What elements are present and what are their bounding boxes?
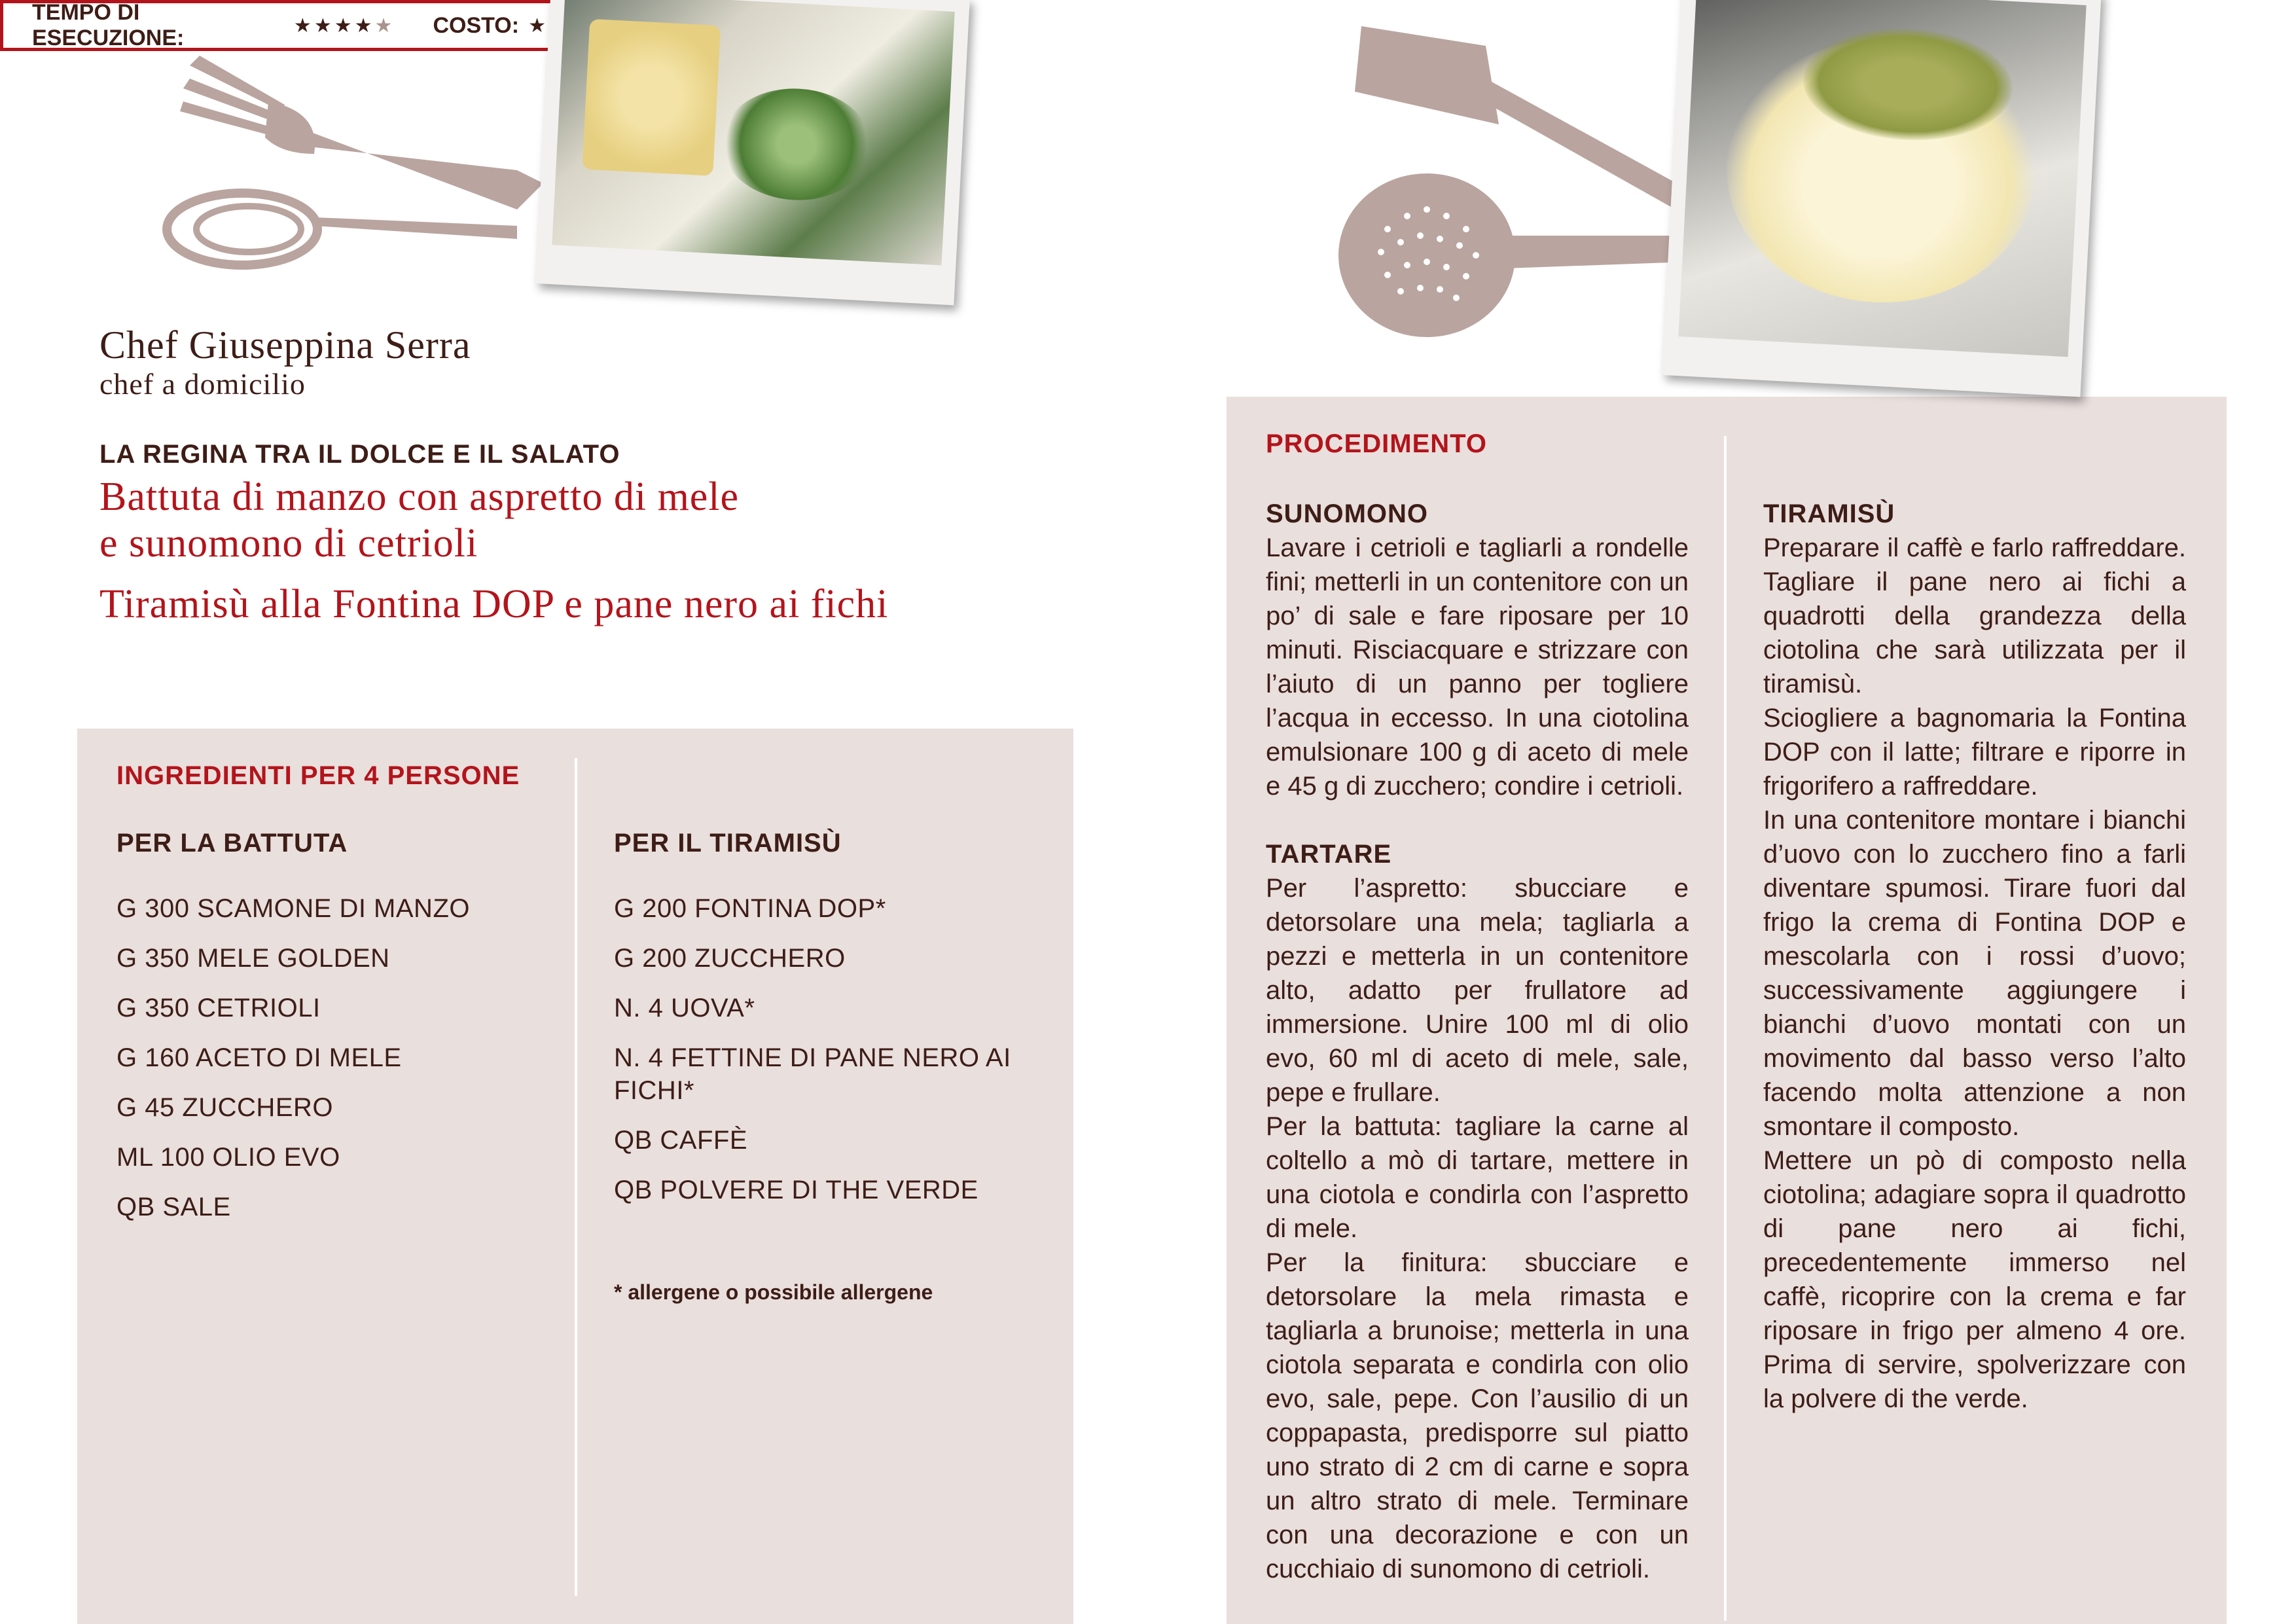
procedure-paragraph: Preparare il caffè e farlo raffreddare. Tagliare il pane nero ai fichi a quadrotti della grandezza della ciotolina che sarà utilizzata per il tiramisù. — [1763, 533, 2186, 698]
procedure-paragraph: Per la battuta: tagliare la carne al coltello a mò di tartare, mettere in una ciotola e condirla con l’aspretto di mele. — [1266, 1112, 1689, 1243]
ingredient-item: G 200 FONTINA DOP* — [614, 894, 886, 923]
rating-stars — [294, 14, 395, 37]
tiramisu-ingredients-heading: PER IL TIRAMISÙ — [614, 829, 842, 857]
ingredient-item: G 45 ZUCCHERO — [117, 1093, 333, 1122]
photo-image — [552, 0, 954, 265]
rating-label: COSTO: — [433, 12, 520, 38]
sunomono-text — [1266, 531, 1689, 803]
spatula-and-skimmer-icon — [1335, 20, 1702, 347]
ingredient-item: QB POLVERE DI THE VERDE — [614, 1176, 978, 1204]
tartare-heading: TARTARE — [1266, 840, 1392, 869]
allergen-note: * allergene o possibile allergene — [614, 1280, 933, 1304]
dish-photo-tartare — [535, 0, 970, 305]
ingredient-item: G 300 SCAMONE DI MANZO — [117, 894, 470, 923]
procedure-paragraph: In una contenitore montare i bianchi d’uovo con lo zucchero fino a farli diventare spumosi. Tirare fuori dal frigo la crema di Fontina DOP e mescolarla con i rossi d’uovo; successivamente aggiungere i bianchi d’uovo montati con un movimento dal basso verso l’alto facendo molta attenzione a non smontare il composto. — [1763, 806, 2186, 1141]
battuta-ingredients-list — [117, 892, 535, 1240]
chef-name: Chef Giuseppina Serra — [99, 323, 471, 367]
procedure-column-left — [1266, 497, 1689, 1586]
star-icon: ★ — [374, 14, 395, 37]
sunomono-heading: SUNOMONO — [1266, 499, 1428, 528]
battuta-heading: PER LA BATTUTA — [117, 829, 348, 857]
star-icon: ★ — [354, 14, 375, 37]
tartare-text — [1266, 871, 1689, 1586]
ingredient-item: G 350 CETRIOLI — [117, 994, 321, 1022]
recipe-subtitle: LA REGINA TRA IL DOLCE E IL SALATO — [99, 440, 620, 469]
ingredients-heading: INGREDIENTI PER 4 PERSONE — [117, 761, 520, 790]
ingredient-item: G 350 MELE GOLDEN — [117, 944, 390, 973]
procedure-paragraph: Per la finitura: sbucciare e detorsolare la mela rimasta e tagliarla a brunoise; metterla in una ciotola separata e condirla con olio evo, sale, pepe. Con l’ausilio di un coppapasta, predisporre sul piatto uno strato di 2 cm di carne e sopra un altro strato di mele. Terminare con una decorazione e con un cucchiaio di sunomono di cetrioli. — [1266, 1248, 1689, 1583]
ingredients-panel — [77, 729, 1073, 1624]
dish-photo-tiramisu — [1662, 0, 2102, 397]
chef-role: chef a domicilio — [99, 367, 306, 401]
ingredient-item: N. 4 FETTINE DI PANE NERO AI FICHI* — [614, 1043, 1011, 1105]
star-icon: ★ — [528, 14, 548, 37]
recipe-title-line1: Battuta di manzo con aspretto di mele — [99, 475, 740, 519]
column-divider — [1724, 436, 1727, 1621]
ingredient-item: QB CAFFÈ — [614, 1126, 748, 1155]
star-icon: ★ — [314, 14, 334, 37]
procedure-paragraph: Per l’aspretto: sbucciare e detorsolare una mela; tagliarla a pezzi e metterla in un contenitore alto, adatto per frullatore ad immersione. Unire 100 ml di olio evo, 60 ml di aceto di mele, sale, pepe e frullare. — [1266, 874, 1689, 1107]
column-divider — [575, 758, 577, 1596]
procedure-heading: PROCEDIMENTO — [1266, 429, 1487, 458]
procedure-column-right — [1763, 497, 2186, 1416]
tiramisu-text — [1763, 531, 2186, 1416]
tiramisu-procedure-heading: TIRAMISÙ — [1763, 499, 1895, 528]
procedure-panel — [1227, 397, 2227, 1624]
ingredient-item: G 200 ZUCCHERO — [614, 944, 846, 973]
procedure-paragraph: Lavare i cetrioli e tagliarli a rondelle fini; metterli in un contenitore con un po’ di sale e fare riposare per 10 minuti. Risciacquare e strizzare con l’aiuto di un panno per togliere l’acqua in eccesso. In una ciotolina emulsionare 100 g di aceto di mele e 45 g di zucchero; condire i cetrioli. — [1266, 533, 1689, 801]
star-icon: ★ — [334, 14, 355, 37]
ingredient-item: G 160 ACETO DI MELE — [117, 1043, 402, 1072]
ingredient-item: QB SALE — [117, 1193, 231, 1221]
rating-label: TEMPO DI ESECUZIONE: — [32, 0, 185, 50]
recipe-title-line3: Tiramisù alla Fontina DOP e pane nero ai fichi — [99, 582, 889, 626]
tiramisu-ingredients-list — [614, 892, 1033, 1223]
ingredient-item: N. 4 UOVA* — [614, 994, 755, 1022]
photo-image — [1678, 0, 2086, 357]
star-icon: ★ — [293, 14, 314, 37]
ingredient-item: ML 100 OLIO EVO — [117, 1143, 340, 1172]
recipe-title-line2: e sunomono di cetrioli — [99, 521, 478, 566]
procedure-paragraph: Mettere un pò di composto nella ciotolina; adagiare sopra il quadrotto di pane nero ai fichi, precedentemente immerso nel caffè, ricoprire con la crema e far riposare in frigo per almeno 4 ore. Prima di servire, spolverizzare con la polvere di the verde. — [1763, 1146, 2186, 1413]
procedure-paragraph: Sciogliere a bagnomaria la Fontina DOP con il latte; filtrare e riporre in frigorifero a raffreddare. — [1763, 704, 2186, 801]
